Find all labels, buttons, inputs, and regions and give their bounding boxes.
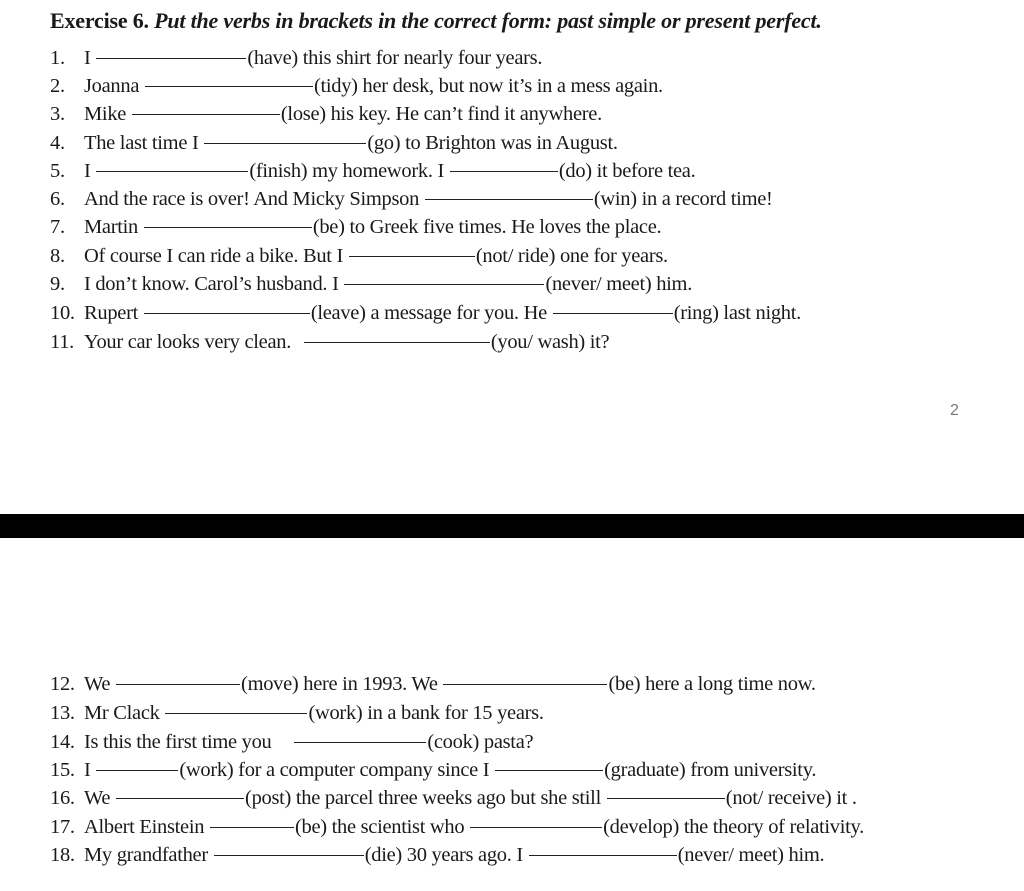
answer-blank[interactable]: [607, 798, 725, 799]
answer-blank[interactable]: [116, 684, 240, 685]
answer-blank[interactable]: [132, 114, 280, 115]
answer-blank[interactable]: [210, 827, 294, 828]
page-number: 2: [950, 402, 959, 419]
answer-blank[interactable]: [553, 313, 673, 314]
answer-blank[interactable]: [204, 143, 366, 144]
answer-blank[interactable]: [495, 770, 603, 771]
answer-blank[interactable]: [214, 855, 364, 856]
exercise-item-10: 10. Rupert (leave) a message for you. He (ring) last night.: [50, 302, 801, 324]
exercise-item-4: 4. The last time I (go) to Brighton was in August.: [50, 132, 618, 154]
exercise-item-17: 17. Albert Einstein (be) the scientist who (develop) the theory of relativity.: [50, 816, 864, 838]
exercise-instruction: Put the verbs in brackets in the correct form: past simple or present perfect.: [154, 8, 822, 33]
exercise-title: [50, 8, 822, 34]
exercise-item-12: 12. We (move) here in 1993. We (be) here a long time now.: [50, 673, 816, 695]
answer-blank[interactable]: [144, 313, 310, 314]
answer-blank[interactable]: [144, 227, 312, 228]
exercise-item-2: 2. Joanna (tidy) her desk, but now it’s in a mess again.: [50, 75, 663, 97]
exercise-item-1: 1. I (have) this shirt for nearly four years.: [50, 47, 543, 69]
answer-blank[interactable]: [470, 827, 602, 828]
worksheet-page-bottom: [0, 538, 1024, 891]
answer-blank[interactable]: [96, 171, 248, 172]
answer-blank[interactable]: [529, 855, 677, 856]
exercise-item-16: 16. We (post) the parcel three weeks ago but she still (not/ receive) it .: [50, 787, 857, 809]
answer-blank[interactable]: [349, 256, 475, 257]
answer-blank[interactable]: [165, 713, 307, 714]
answer-blank[interactable]: [96, 58, 246, 59]
exercise-item-9: 9. I don’t know. Carol’s husband. I (never/ meet) him.: [50, 273, 693, 295]
answer-blank[interactable]: [425, 199, 593, 200]
exercise-item-11: 11. Your car looks very clean. (you/ wash) it?: [50, 331, 610, 353]
answer-blank[interactable]: [96, 770, 178, 771]
exercise-item-15: 15. I (work) for a computer company since I (graduate) from university.: [50, 759, 817, 781]
exercise-item-7: 7. Martin (be) to Greek five times. He loves the place.: [50, 216, 662, 238]
exercise-item-6: 6. And the race is over! And Micky Simpson (win) in a record time!: [50, 188, 773, 210]
answer-blank[interactable]: [450, 171, 558, 172]
answer-blank[interactable]: [304, 342, 490, 343]
exercise-item-13: 13. Mr Clack (work) in a bank for 15 years.: [50, 702, 544, 724]
answer-blank[interactable]: [145, 86, 313, 87]
exercise-item-14: 14. Is this the first time you (cook) pasta?: [50, 731, 534, 753]
exercise-item-18: 18. My grandfather (die) 30 years ago. I (never/ meet) him.: [50, 844, 825, 866]
exercise-item-3: 3. Mike (lose) his key. He can’t find it anywhere.: [50, 103, 602, 125]
exercise-item-8: 8. Of course I can ride a bike. But I (not/ ride) one for years.: [50, 245, 668, 267]
page-divider-bar: [0, 514, 1024, 538]
exercise-label: Exercise 6.: [50, 8, 149, 33]
answer-blank[interactable]: [443, 684, 607, 685]
answer-blank[interactable]: [344, 284, 544, 285]
exercise-item-5: 5. I (finish) my homework. I (do) it before tea.: [50, 160, 696, 182]
answer-blank[interactable]: [116, 798, 244, 799]
answer-blank[interactable]: [294, 742, 426, 743]
